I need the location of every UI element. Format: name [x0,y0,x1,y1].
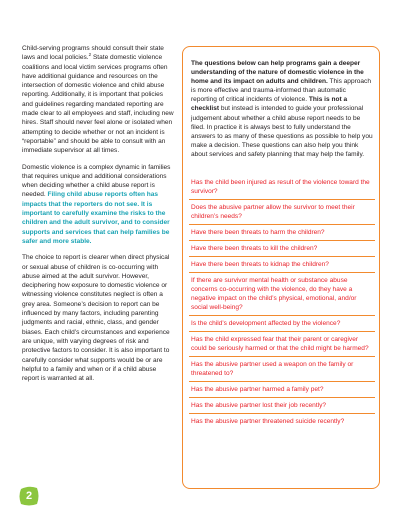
highlighted-text: Filing child abuse reports often has impacts that the reporters do not see. It is important to carefully examine the risks to the children and the adult survivor, and to consider supports and services that can help families be safer and more stable. [22,191,170,245]
question-item: Has the abusive partner harmed a family pet? [189,382,375,398]
question-item: Has the abusive partner threatened suicide recently? [191,418,345,425]
panel-intro: The questions below can help programs gain a deeper understanding of the nature of domestic violence in the home and its impact on adults and children. This approach is more effective and trauma-informed than automatic reporting of critical incidents of violence. This is not a checklist but instead is intended to guide your professional judgement about whether a child abuse report needs to be filed. In practice it is always best to fully understand the answers to as many of these questions as possible to help you make a decision. These questions can also help you think about services and safety planning that may help the family. [191,60,373,158]
footnote-ref[interactable]: 2 [88,52,92,58]
paragraph-choice-to-report: The choice to report is clearer when direct physical or sexual abuse of children is co-occurring with abuse aimed at the adult survivor. However, deciphering how exposure to domestic violence or witnessing violence constitutes neglect is often a grey area. Someone’s decision to report can be influenced by many factors, including parenting judgments and racial, ethnic, class, and gender biases. Each child’s circumstances and experience are unique, with varying degrees of risk and protective factors to consider. It is also important to carefully consider what supports would be or are helpful to a family and when or if a child abuse report is warranted at all. [22,254,170,383]
question-item: Have there been threats to kill the children? [189,241,375,257]
questions-panel [182,46,380,489]
question-list [189,175,375,429]
question-item: Is the child’s development affected by the violence? [189,316,375,332]
question-item: If there are survivor mental health or substance abuse concerns co-occurring with the violence, do they have a negative impact on the child’s physical, emotional, and/or social well-being? [189,273,375,316]
left-column [22,44,174,390]
question-item: Has the abusive partner used a weapon on the family or threatened to? [189,357,375,382]
paragraph-consult-laws: Child-serving programs should consult their state laws and local policies.$^2$ State domestic violence coalitions and local victim services programs often have additional guidance and resources on the intersection of domestic violence and child abuse reporting. Additionally, it is important that policies and guidelines regarding mandated reporting are made clear to all employees and staff, including new hires. Staff should never feel alone or isolated when attempting to decide whether or not an incident is “reportable” and should be able to consult with an immediate supervisor at all times. [22,45,174,155]
question-item: Have there been threats to harm the children? [189,225,375,241]
question-item: Have there been threats to kidnap the children? [189,257,375,273]
page-number-badge [18,485,40,507]
page-number: 2 [25,490,33,502]
question-item: Does the abusive partner allow the survivor to meet their children’s needs? [189,200,375,225]
question-item: Has the abusive partner lost their job recently? [189,398,375,414]
paragraph-complex-dynamic: Domestic violence is a complex dynamic in families that requires unique and additional considerations when deciding whether a child abuse report is needed. Filing child abuse reports often has impacts that the reporters do not see. It is important to carefully examine the risks to the children and the adult survivor, and to consider supports and services that can help families be safer and more stable. [22,163,171,245]
question-item: Has the child expressed fear that their parent or caregiver could be seriously harmed or that the child might be harmed? [189,332,375,357]
question-item: Has the child been injured as result of the violence toward the survivor? [189,175,375,200]
